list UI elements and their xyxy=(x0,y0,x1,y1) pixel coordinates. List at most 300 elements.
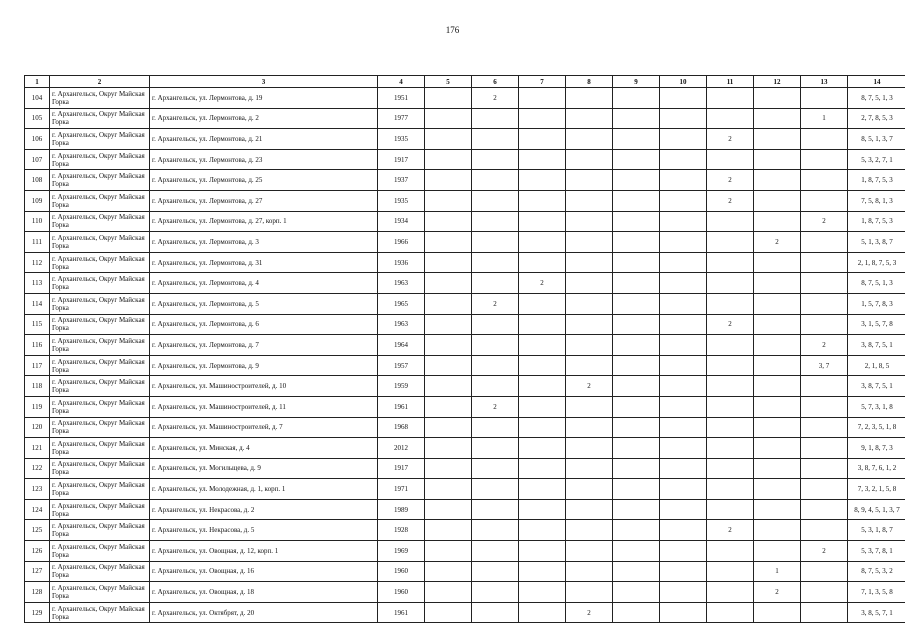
row-number: 129 xyxy=(25,602,50,623)
col11-cell: 2 xyxy=(707,129,754,150)
col10-cell xyxy=(660,170,707,191)
col9-cell xyxy=(613,314,660,335)
col8-cell: 2 xyxy=(566,602,613,623)
col11-cell xyxy=(707,232,754,253)
col10-cell xyxy=(660,376,707,397)
col10-cell xyxy=(660,252,707,273)
col8-cell xyxy=(566,520,613,541)
col9-cell xyxy=(613,170,660,191)
col14-cell: 7, 3, 2, 1, 5, 8 xyxy=(848,479,905,500)
year-cell: 1960 xyxy=(378,582,425,603)
address-cell: г. Архангельск, ул. Овощная, д. 16 xyxy=(150,561,378,582)
address-cell: г. Архангельск, ул. Лермонтова, д. 27 xyxy=(150,190,378,211)
col7-cell xyxy=(519,232,566,253)
table-row xyxy=(25,129,905,150)
address-cell: г. Архангельск, ул. Октябрят, д. 20 xyxy=(150,602,378,623)
row-number: 116 xyxy=(25,335,50,356)
district-cell: г. Архангельск, Округ Майская Горка xyxy=(50,335,150,356)
col10-cell xyxy=(660,582,707,603)
table-body xyxy=(25,88,905,623)
col11-cell xyxy=(707,396,754,417)
col14-cell: 5, 1, 3, 8, 7 xyxy=(848,232,905,253)
col6-cell xyxy=(472,479,519,500)
col14-cell: 5, 7, 3, 1, 8 xyxy=(848,396,905,417)
district-cell: г. Архангельск, Округ Майская Горка xyxy=(50,149,150,170)
col6-cell: 2 xyxy=(472,293,519,314)
table-row xyxy=(25,335,905,356)
district-cell: г. Архангельск, Округ Майская Горка xyxy=(50,273,150,294)
col5-cell xyxy=(425,520,472,541)
col8-cell xyxy=(566,170,613,191)
col13-cell xyxy=(801,479,848,500)
col10-cell xyxy=(660,561,707,582)
col12-cell xyxy=(754,252,801,273)
table-row xyxy=(25,252,905,273)
col11-cell xyxy=(707,108,754,129)
row-number: 107 xyxy=(25,149,50,170)
year-cell: 1959 xyxy=(378,376,425,397)
col9-cell xyxy=(613,499,660,520)
col8-cell xyxy=(566,335,613,356)
col12-cell xyxy=(754,355,801,376)
col8-cell xyxy=(566,417,613,438)
address-cell: г. Архангельск, ул. Лермонтова, д. 2 xyxy=(150,108,378,129)
col7-cell xyxy=(519,541,566,562)
address-cell: г. Архангельск, ул. Лермонтова, д. 19 xyxy=(150,88,378,109)
row-number: 111 xyxy=(25,232,50,253)
address-cell: г. Архангельск, ул. Лермонтова, д. 4 xyxy=(150,273,378,294)
row-number: 126 xyxy=(25,541,50,562)
col12-cell xyxy=(754,129,801,150)
col12-cell xyxy=(754,314,801,335)
col14-cell: 8, 5, 1, 3, 7 xyxy=(848,129,905,150)
year-cell: 1951 xyxy=(378,88,425,109)
col11-cell xyxy=(707,376,754,397)
address-cell: г. Архангельск, ул. Лермонтова, д. 7 xyxy=(150,335,378,356)
col11-cell xyxy=(707,602,754,623)
table-row xyxy=(25,561,905,582)
col5-cell xyxy=(425,335,472,356)
col11-cell xyxy=(707,355,754,376)
year-cell: 2012 xyxy=(378,438,425,459)
col11-cell: 2 xyxy=(707,314,754,335)
col7-cell xyxy=(519,190,566,211)
col10-cell xyxy=(660,149,707,170)
col14-cell: 1, 5, 7, 8, 3 xyxy=(848,293,905,314)
row-number: 104 xyxy=(25,88,50,109)
col11-cell xyxy=(707,293,754,314)
col10-cell xyxy=(660,499,707,520)
col9-cell xyxy=(613,376,660,397)
col9-cell xyxy=(613,602,660,623)
col5-cell xyxy=(425,88,472,109)
col6-cell: 2 xyxy=(472,396,519,417)
col9-cell xyxy=(613,417,660,438)
column-header-3: 3 xyxy=(150,76,378,88)
column-header-7: 7 xyxy=(519,76,566,88)
row-number: 115 xyxy=(25,314,50,335)
col7-cell: 2 xyxy=(519,273,566,294)
row-number: 125 xyxy=(25,520,50,541)
col12-cell xyxy=(754,190,801,211)
row-number: 123 xyxy=(25,479,50,500)
address-cell: г. Архангельск, ул. Машиностроителей, д. 7 xyxy=(150,417,378,438)
year-cell: 1935 xyxy=(378,190,425,211)
col13-cell xyxy=(801,273,848,294)
col6-cell xyxy=(472,499,519,520)
col5-cell xyxy=(425,252,472,273)
col14-cell: 3, 8, 7, 5, 1 xyxy=(848,376,905,397)
col8-cell xyxy=(566,582,613,603)
col11-cell xyxy=(707,88,754,109)
col12-cell xyxy=(754,499,801,520)
col6-cell xyxy=(472,541,519,562)
col12-cell xyxy=(754,396,801,417)
col14-cell: 2, 1, 8, 7, 5, 3 xyxy=(848,252,905,273)
column-header-1: 1 xyxy=(25,76,50,88)
col9-cell xyxy=(613,541,660,562)
year-cell: 1917 xyxy=(378,149,425,170)
row-number: 112 xyxy=(25,252,50,273)
col6-cell xyxy=(472,561,519,582)
col5-cell xyxy=(425,211,472,232)
column-header-2: 2 xyxy=(50,76,150,88)
col12-cell xyxy=(754,479,801,500)
col6-cell xyxy=(472,273,519,294)
col8-cell xyxy=(566,314,613,335)
col7-cell xyxy=(519,376,566,397)
col8-cell xyxy=(566,273,613,294)
year-cell: 1964 xyxy=(378,335,425,356)
year-cell: 1957 xyxy=(378,355,425,376)
col10-cell xyxy=(660,396,707,417)
col13-cell: 1 xyxy=(801,108,848,129)
district-cell: г. Архангельск, Округ Майская Горка xyxy=(50,520,150,541)
col9-cell xyxy=(613,149,660,170)
col6-cell xyxy=(472,376,519,397)
row-number: 120 xyxy=(25,417,50,438)
col10-cell xyxy=(660,520,707,541)
col12-cell xyxy=(754,108,801,129)
col9-cell xyxy=(613,355,660,376)
table-row xyxy=(25,376,905,397)
col12-cell xyxy=(754,211,801,232)
district-cell: г. Архангельск, Округ Майская Горка xyxy=(50,190,150,211)
row-number: 105 xyxy=(25,108,50,129)
col6-cell xyxy=(472,129,519,150)
col5-cell xyxy=(425,273,472,294)
district-cell: г. Архангельск, Округ Майская Горка xyxy=(50,232,150,253)
row-number: 124 xyxy=(25,499,50,520)
table-row xyxy=(25,602,905,623)
year-cell: 1935 xyxy=(378,129,425,150)
col8-cell xyxy=(566,499,613,520)
col6-cell xyxy=(472,438,519,459)
col10-cell xyxy=(660,190,707,211)
col13-cell xyxy=(801,582,848,603)
address-cell: г. Архангельск, ул. Могильщева, д. 9 xyxy=(150,458,378,479)
row-number: 114 xyxy=(25,293,50,314)
district-cell: г. Архангельск, Округ Майская Горка xyxy=(50,314,150,335)
address-cell: г. Архангельск, ул. Минская, д. 4 xyxy=(150,438,378,459)
col5-cell xyxy=(425,499,472,520)
col5-cell xyxy=(425,108,472,129)
district-cell: г. Архангельск, Округ Майская Горка xyxy=(50,252,150,273)
col14-cell: 9, 1, 8, 7, 3 xyxy=(848,438,905,459)
district-cell: г. Архангельск, Округ Майская Горка xyxy=(50,479,150,500)
col13-cell xyxy=(801,561,848,582)
year-cell: 1977 xyxy=(378,108,425,129)
district-cell: г. Архангельск, Округ Майская Горка xyxy=(50,108,150,129)
table-row xyxy=(25,273,905,294)
col6-cell xyxy=(472,252,519,273)
year-cell: 1963 xyxy=(378,314,425,335)
table-row xyxy=(25,88,905,109)
col11-cell xyxy=(707,273,754,294)
col12-cell: 2 xyxy=(754,582,801,603)
table-row xyxy=(25,211,905,232)
col5-cell xyxy=(425,129,472,150)
col12-cell: 2 xyxy=(754,232,801,253)
district-cell: г. Архангельск, Округ Майская Горка xyxy=(50,170,150,191)
col8-cell xyxy=(566,129,613,150)
address-cell: г. Архангельск, ул. Лермонтова, д. 6 xyxy=(150,314,378,335)
row-number: 110 xyxy=(25,211,50,232)
col13-cell: 3, 7 xyxy=(801,355,848,376)
table-header-row xyxy=(25,76,905,88)
col5-cell xyxy=(425,417,472,438)
col5-cell xyxy=(425,293,472,314)
col13-cell xyxy=(801,190,848,211)
col11-cell: 2 xyxy=(707,190,754,211)
col11-cell xyxy=(707,499,754,520)
address-cell: г. Архангельск, ул. Лермонтова, д. 5 xyxy=(150,293,378,314)
col9-cell xyxy=(613,561,660,582)
col6-cell xyxy=(472,170,519,191)
col12-cell xyxy=(754,170,801,191)
col7-cell xyxy=(519,582,566,603)
year-cell: 1971 xyxy=(378,479,425,500)
col6-cell xyxy=(472,190,519,211)
address-cell: г. Архангельск, ул. Лермонтова, д. 27, корп. 1 xyxy=(150,211,378,232)
column-header-14: 14 xyxy=(848,76,905,88)
col7-cell xyxy=(519,252,566,273)
col14-cell: 5, 3, 1, 8, 7 xyxy=(848,520,905,541)
address-cell: г. Архангельск, ул. Машиностроителей, д. 11 xyxy=(150,396,378,417)
col9-cell xyxy=(613,129,660,150)
col10-cell xyxy=(660,273,707,294)
table-row xyxy=(25,417,905,438)
row-number: 106 xyxy=(25,129,50,150)
col8-cell xyxy=(566,438,613,459)
col14-cell: 8, 7, 5, 1, 3 xyxy=(848,88,905,109)
year-cell: 1989 xyxy=(378,499,425,520)
building-registry-table xyxy=(24,75,905,623)
col10-cell xyxy=(660,417,707,438)
col14-cell: 3, 8, 7, 6, 1, 2 xyxy=(848,458,905,479)
col10-cell xyxy=(660,541,707,562)
col11-cell xyxy=(707,211,754,232)
col7-cell xyxy=(519,108,566,129)
col5-cell xyxy=(425,602,472,623)
col11-cell xyxy=(707,335,754,356)
col9-cell xyxy=(613,458,660,479)
col13-cell xyxy=(801,396,848,417)
col10-cell xyxy=(660,88,707,109)
col14-cell: 8, 7, 5, 3, 2 xyxy=(848,561,905,582)
col8-cell xyxy=(566,293,613,314)
col11-cell xyxy=(707,479,754,500)
col14-cell: 7, 1, 3, 5, 8 xyxy=(848,582,905,603)
address-cell: г. Архангельск, ул. Лермонтова, д. 31 xyxy=(150,252,378,273)
col7-cell xyxy=(519,417,566,438)
col14-cell: 2, 7, 8, 5, 3 xyxy=(848,108,905,129)
col10-cell xyxy=(660,602,707,623)
column-header-10: 10 xyxy=(660,76,707,88)
year-cell: 1961 xyxy=(378,602,425,623)
district-cell: г. Архангельск, Округ Майская Горка xyxy=(50,211,150,232)
district-cell: г. Архангельск, Округ Майская Горка xyxy=(50,438,150,459)
col10-cell xyxy=(660,438,707,459)
row-number: 121 xyxy=(25,438,50,459)
table-row xyxy=(25,170,905,191)
col11-cell xyxy=(707,582,754,603)
address-cell: г. Архангельск, ул. Лермонтова, д. 9 xyxy=(150,355,378,376)
table-row xyxy=(25,458,905,479)
col5-cell xyxy=(425,149,472,170)
col8-cell xyxy=(566,252,613,273)
col12-cell xyxy=(754,541,801,562)
col13-cell xyxy=(801,499,848,520)
col10-cell xyxy=(660,129,707,150)
col13-cell xyxy=(801,438,848,459)
year-cell: 1969 xyxy=(378,541,425,562)
row-number: 109 xyxy=(25,190,50,211)
col9-cell xyxy=(613,252,660,273)
col7-cell xyxy=(519,88,566,109)
col7-cell xyxy=(519,458,566,479)
col6-cell xyxy=(472,314,519,335)
page-number: 176 xyxy=(445,25,460,35)
year-cell: 1963 xyxy=(378,273,425,294)
column-header-4: 4 xyxy=(378,76,425,88)
col7-cell xyxy=(519,170,566,191)
col9-cell xyxy=(613,293,660,314)
col13-cell xyxy=(801,170,848,191)
col8-cell xyxy=(566,541,613,562)
col5-cell xyxy=(425,561,472,582)
row-number: 113 xyxy=(25,273,50,294)
col7-cell xyxy=(519,314,566,335)
address-cell: г. Архангельск, ул. Некрасова, д. 5 xyxy=(150,520,378,541)
table-row xyxy=(25,314,905,335)
table-row xyxy=(25,438,905,459)
col13-cell: 2 xyxy=(801,541,848,562)
col12-cell xyxy=(754,376,801,397)
row-number: 127 xyxy=(25,561,50,582)
col8-cell xyxy=(566,479,613,500)
col5-cell xyxy=(425,541,472,562)
col6-cell xyxy=(472,458,519,479)
col6-cell xyxy=(472,335,519,356)
table-row xyxy=(25,479,905,500)
table-row xyxy=(25,541,905,562)
col10-cell xyxy=(660,479,707,500)
col11-cell xyxy=(707,252,754,273)
col6-cell xyxy=(472,355,519,376)
col14-cell: 3, 8, 7, 5, 1 xyxy=(848,335,905,356)
col12-cell xyxy=(754,438,801,459)
table-row xyxy=(25,232,905,253)
col6-cell xyxy=(472,582,519,603)
col5-cell xyxy=(425,396,472,417)
col5-cell xyxy=(425,170,472,191)
col13-cell xyxy=(801,520,848,541)
col9-cell xyxy=(613,582,660,603)
col12-cell xyxy=(754,458,801,479)
col12-cell xyxy=(754,417,801,438)
col9-cell xyxy=(613,479,660,500)
column-header-9: 9 xyxy=(613,76,660,88)
col11-cell: 2 xyxy=(707,170,754,191)
address-cell: г. Архангельск, ул. Лермонтова, д. 25 xyxy=(150,170,378,191)
col8-cell xyxy=(566,190,613,211)
col9-cell xyxy=(613,396,660,417)
col10-cell xyxy=(660,108,707,129)
row-number: 119 xyxy=(25,396,50,417)
col11-cell xyxy=(707,417,754,438)
col6-cell xyxy=(472,602,519,623)
col8-cell xyxy=(566,88,613,109)
col8-cell: 2 xyxy=(566,376,613,397)
table-row xyxy=(25,499,905,520)
col7-cell xyxy=(519,479,566,500)
col14-cell: 8, 9, 4, 5, 1, 3, 7 xyxy=(848,499,905,520)
col9-cell xyxy=(613,335,660,356)
col7-cell xyxy=(519,355,566,376)
address-cell: г. Архангельск, ул. Некрасова, д. 2 xyxy=(150,499,378,520)
col14-cell: 5, 3, 2, 7, 1 xyxy=(848,149,905,170)
address-cell: г. Архангельск, ул. Молодежная, д. 1, корп. 1 xyxy=(150,479,378,500)
col9-cell xyxy=(613,108,660,129)
col14-cell: 3, 8, 5, 7, 1 xyxy=(848,602,905,623)
col13-cell xyxy=(801,602,848,623)
col11-cell xyxy=(707,438,754,459)
col7-cell xyxy=(519,149,566,170)
table-row xyxy=(25,396,905,417)
col12-cell xyxy=(754,293,801,314)
col5-cell xyxy=(425,190,472,211)
year-cell: 1934 xyxy=(378,211,425,232)
year-cell: 1965 xyxy=(378,293,425,314)
district-cell: г. Архангельск, Округ Майская Горка xyxy=(50,88,150,109)
col7-cell xyxy=(519,293,566,314)
col14-cell: 7, 5, 8, 1, 3 xyxy=(848,190,905,211)
col6-cell xyxy=(472,417,519,438)
col10-cell xyxy=(660,458,707,479)
col12-cell xyxy=(754,520,801,541)
col14-cell: 5, 3, 7, 8, 1 xyxy=(848,541,905,562)
col8-cell xyxy=(566,108,613,129)
district-cell: г. Архангельск, Округ Майская Горка xyxy=(50,396,150,417)
col13-cell xyxy=(801,88,848,109)
col9-cell xyxy=(613,211,660,232)
row-number: 128 xyxy=(25,582,50,603)
col8-cell xyxy=(566,211,613,232)
col7-cell xyxy=(519,211,566,232)
col7-cell xyxy=(519,129,566,150)
table-row xyxy=(25,149,905,170)
